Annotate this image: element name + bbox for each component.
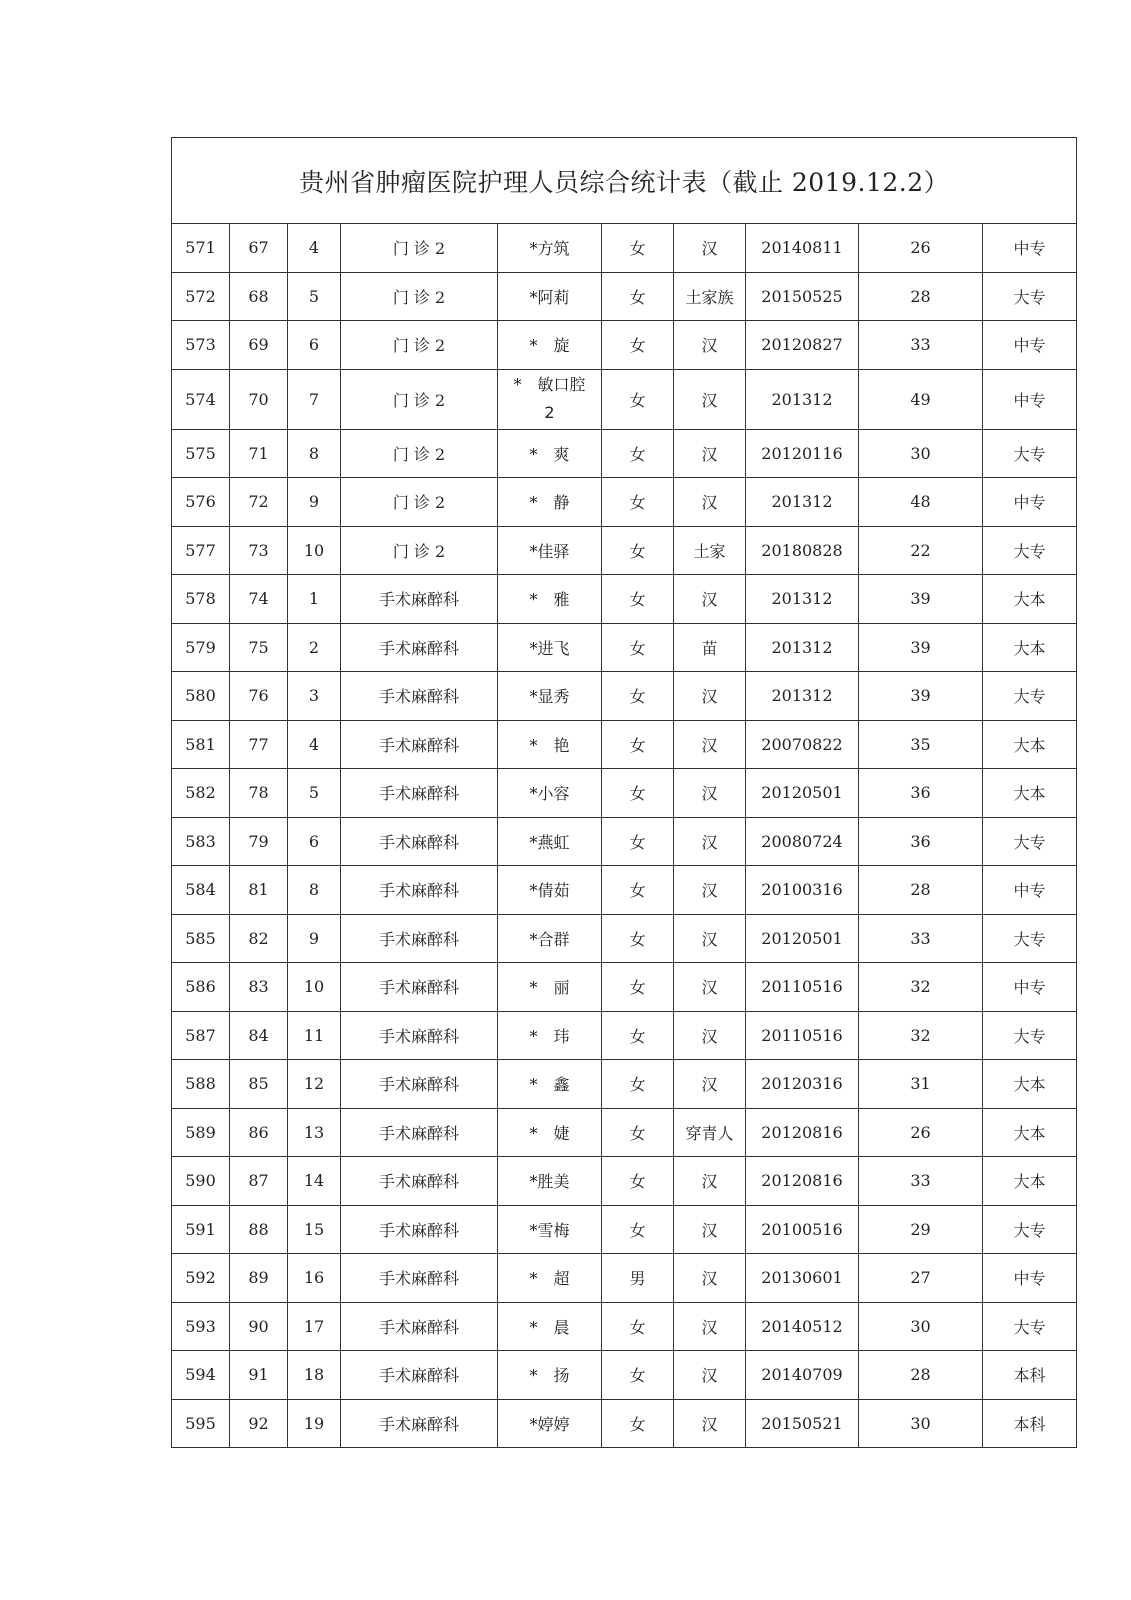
cell-dept-index: 16 [288,1254,341,1303]
cell-sequence-no: 89 [230,1254,288,1303]
cell-age: 33 [859,321,983,370]
cell-education: 中专 [983,963,1077,1012]
cell-sequence-no: 72 [230,478,288,527]
cell-department: 门 诊 2 [341,272,498,321]
table-row [172,1302,1077,1351]
cell-record-no: 591 [172,1205,230,1254]
table-row [172,769,1077,818]
cell-department: 手术麻醉科 [341,963,498,1012]
cell-department: 手术麻醉科 [341,623,498,672]
cell-education: 大本 [983,769,1077,818]
cell-sequence-no: 87 [230,1157,288,1206]
cell-dept-index: 2 [288,623,341,672]
cell-education: 大专 [983,1302,1077,1351]
cell-sequence-no: 75 [230,623,288,672]
cell-department: 手术麻醉科 [341,817,498,866]
cell-ethnicity: 汉 [674,1157,746,1206]
cell-department: 手术麻醉科 [341,1302,498,1351]
cell-dept-index: 18 [288,1351,341,1400]
table-row [172,1351,1077,1400]
cell-name: * 丽 [498,963,602,1012]
cell-start-date: 20150521 [746,1399,859,1448]
cell-age: 28 [859,1351,983,1400]
cell-dept-index: 4 [288,224,341,273]
cell-department: 手术麻醉科 [341,769,498,818]
cell-start-date: 20140512 [746,1302,859,1351]
cell-sequence-no: 84 [230,1011,288,1060]
cell-start-date: 20120827 [746,321,859,370]
cell-sequence-no: 79 [230,817,288,866]
cell-age: 33 [859,1157,983,1206]
cell-department: 手术麻醉科 [341,1108,498,1157]
cell-education: 中专 [983,478,1077,527]
cell-department: 门 诊 2 [341,478,498,527]
cell-department: 门 诊 2 [341,224,498,273]
cell-sex: 女 [602,1011,674,1060]
cell-age: 26 [859,224,983,273]
cell-dept-index: 7 [288,369,341,429]
cell-ethnicity: 汉 [674,575,746,624]
cell-record-no: 584 [172,866,230,915]
cell-record-no: 572 [172,272,230,321]
cell-age: 29 [859,1205,983,1254]
cell-education: 大专 [983,1205,1077,1254]
cell-ethnicity: 苗 [674,623,746,672]
cell-age: 35 [859,720,983,769]
cell-sequence-no: 82 [230,914,288,963]
cell-ethnicity: 汉 [674,429,746,478]
table-row [172,526,1077,575]
cell-name: * 玮 [498,1011,602,1060]
cell-dept-index: 1 [288,575,341,624]
cell-name: *胜美 [498,1157,602,1206]
cell-dept-index: 8 [288,429,341,478]
cell-department: 门 诊 2 [341,321,498,370]
cell-age: 39 [859,623,983,672]
cell-sex: 女 [602,623,674,672]
cell-ethnicity: 汉 [674,914,746,963]
cell-education: 大专 [983,672,1077,721]
cell-start-date: 20110516 [746,963,859,1012]
cell-start-date: 20150525 [746,272,859,321]
cell-education: 大专 [983,1011,1077,1060]
cell-education: 大本 [983,1108,1077,1157]
cell-sequence-no: 83 [230,963,288,1012]
cell-ethnicity: 汉 [674,369,746,429]
cell-dept-index: 9 [288,914,341,963]
cell-education: 大本 [983,575,1077,624]
cell-department: 门 诊 2 [341,369,498,429]
cell-name: *进飞 [498,623,602,672]
cell-name-line2: 2 [544,403,555,422]
table-row [172,817,1077,866]
cell-education: 大专 [983,526,1077,575]
cell-sex: 女 [602,1399,674,1448]
cell-sex: 女 [602,1205,674,1254]
cell-record-no: 580 [172,672,230,721]
cell-education: 大本 [983,720,1077,769]
cell-start-date: 20130601 [746,1254,859,1303]
cell-sex: 女 [602,720,674,769]
cell-dept-index: 6 [288,321,341,370]
cell-name: *雪梅 [498,1205,602,1254]
cell-name: * 爽 [498,429,602,478]
cell-sex: 女 [602,224,674,273]
cell-ethnicity: 汉 [674,1254,746,1303]
cell-record-no: 573 [172,321,230,370]
cell-record-no: 595 [172,1399,230,1448]
cell-education: 中专 [983,369,1077,429]
cell-record-no: 588 [172,1060,230,1109]
cell-dept-index: 5 [288,769,341,818]
cell-sex: 女 [602,478,674,527]
cell-ethnicity: 汉 [674,1302,746,1351]
cell-start-date: 20110516 [746,1011,859,1060]
table-row [172,963,1077,1012]
cell-age: 39 [859,575,983,624]
cell-sex: 女 [602,1108,674,1157]
table-row [172,1011,1077,1060]
cell-sequence-no: 92 [230,1399,288,1448]
cell-record-no: 586 [172,963,230,1012]
cell-ethnicity: 汉 [674,478,746,527]
cell-age: 36 [859,769,983,818]
cell-sex: 女 [602,1157,674,1206]
cell-dept-index: 3 [288,672,341,721]
cell-age: 39 [859,672,983,721]
cell-department: 手术麻醉科 [341,914,498,963]
cell-start-date: 20120116 [746,429,859,478]
cell-education: 大专 [983,429,1077,478]
cell-sex: 女 [602,914,674,963]
cell-dept-index: 15 [288,1205,341,1254]
cell-ethnicity: 汉 [674,1060,746,1109]
cell-name: * 旋 [498,321,602,370]
cell-sex: 女 [602,429,674,478]
cell-name: * 鑫 [498,1060,602,1109]
cell-education: 中专 [983,1254,1077,1303]
cell-dept-index: 9 [288,478,341,527]
cell-name: *阿莉 [498,272,602,321]
cell-sequence-no: 74 [230,575,288,624]
cell-age: 33 [859,914,983,963]
cell-dept-index: 13 [288,1108,341,1157]
cell-education: 中专 [983,321,1077,370]
cell-name: *显秀 [498,672,602,721]
cell-sex: 女 [602,769,674,818]
cell-dept-index: 5 [288,272,341,321]
cell-age: 26 [859,1108,983,1157]
cell-sequence-no: 78 [230,769,288,818]
table-title: 贵州省肿瘤医院护理人员综合统计表（截止 2019.12.2） [172,138,1077,224]
table-row [172,672,1077,721]
cell-ethnicity: 土家 [674,526,746,575]
cell-name: * 扬 [498,1351,602,1400]
cell-start-date: 20100516 [746,1205,859,1254]
cell-start-date: 201312 [746,672,859,721]
table-body [172,224,1077,1448]
table-row [172,623,1077,672]
cell-start-date: 201312 [746,575,859,624]
cell-sequence-no: 76 [230,672,288,721]
cell-department: 门 诊 2 [341,429,498,478]
cell-sex: 女 [602,1302,674,1351]
cell-record-no: 592 [172,1254,230,1303]
cell-name-line1: * 敏口腔 [513,375,586,394]
table-row [172,866,1077,915]
cell-age: 32 [859,963,983,1012]
table-row [172,478,1077,527]
cell-ethnicity: 汉 [674,1011,746,1060]
table-row [172,575,1077,624]
cell-education: 中专 [983,866,1077,915]
cell-department: 手术麻醉科 [341,1205,498,1254]
cell-ethnicity: 汉 [674,720,746,769]
table-row [172,1157,1077,1206]
cell-start-date: 20120816 [746,1108,859,1157]
cell-ethnicity: 穿青人 [674,1108,746,1157]
cell-education: 大本 [983,1157,1077,1206]
cell-department: 手术麻醉科 [341,1157,498,1206]
cell-department: 手术麻醉科 [341,672,498,721]
cell-sequence-no: 69 [230,321,288,370]
cell-start-date: 20120816 [746,1157,859,1206]
cell-sex: 女 [602,575,674,624]
cell-education: 大专 [983,914,1077,963]
cell-ethnicity: 汉 [674,672,746,721]
nursing-staff-table [171,137,1077,1448]
cell-record-no: 589 [172,1108,230,1157]
cell-start-date: 20120501 [746,914,859,963]
cell-department: 门 诊 2 [341,526,498,575]
cell-sex: 女 [602,866,674,915]
cell-record-no: 582 [172,769,230,818]
table-row [172,321,1077,370]
cell-dept-index: 19 [288,1399,341,1448]
cell-department: 手术麻醉科 [341,1254,498,1303]
cell-sequence-no: 71 [230,429,288,478]
cell-sex: 男 [602,1254,674,1303]
cell-sex: 女 [602,321,674,370]
cell-dept-index: 10 [288,963,341,1012]
table-row [172,429,1077,478]
table-row [172,720,1077,769]
cell-age: 30 [859,1302,983,1351]
cell-record-no: 571 [172,224,230,273]
cell-department: 手术麻醉科 [341,720,498,769]
cell-ethnicity: 汉 [674,769,746,818]
cell-sex: 女 [602,369,674,429]
cell-ethnicity: 汉 [674,224,746,273]
cell-sequence-no: 81 [230,866,288,915]
cell-record-no: 574 [172,369,230,429]
cell-department: 手术麻醉科 [341,1351,498,1400]
cell-dept-index: 8 [288,866,341,915]
cell-name: *倩茹 [498,866,602,915]
cell-age: 28 [859,272,983,321]
cell-sex: 女 [602,1060,674,1109]
cell-name: * 静 [498,478,602,527]
cell-ethnicity: 汉 [674,1351,746,1400]
cell-age: 28 [859,866,983,915]
cell-name: *方筑 [498,224,602,273]
cell-name-wrap [513,371,585,427]
cell-ethnicity: 汉 [674,817,746,866]
cell-dept-index: 4 [288,720,341,769]
cell-ethnicity: 汉 [674,866,746,915]
cell-record-no: 590 [172,1157,230,1206]
cell-age: 22 [859,526,983,575]
cell-sequence-no: 86 [230,1108,288,1157]
cell-name: * 超 [498,1254,602,1303]
cell-dept-index: 12 [288,1060,341,1109]
cell-sequence-no: 73 [230,526,288,575]
cell-name: *燕虹 [498,817,602,866]
cell-name: *小容 [498,769,602,818]
table-row [172,1399,1077,1448]
table-row [172,369,1077,429]
cell-age: 32 [859,1011,983,1060]
table-row [172,1108,1077,1157]
cell-age: 27 [859,1254,983,1303]
cell-sequence-no: 85 [230,1060,288,1109]
cell-record-no: 594 [172,1351,230,1400]
cell-sequence-no: 67 [230,224,288,273]
cell-name: * 艳 [498,720,602,769]
cell-sex: 女 [602,672,674,721]
cell-department: 手术麻醉科 [341,1011,498,1060]
cell-record-no: 575 [172,429,230,478]
cell-record-no: 581 [172,720,230,769]
cell-start-date: 20120316 [746,1060,859,1109]
statistics-sheet [171,137,1076,1448]
cell-record-no: 587 [172,1011,230,1060]
cell-ethnicity: 汉 [674,1205,746,1254]
cell-sex: 女 [602,1351,674,1400]
cell-ethnicity: 汉 [674,963,746,1012]
table-row [172,1205,1077,1254]
cell-start-date: 20070822 [746,720,859,769]
table-row [172,272,1077,321]
cell-sex: 女 [602,526,674,575]
cell-education: 中专 [983,224,1077,273]
cell-department: 手术麻醉科 [341,1399,498,1448]
cell-sequence-no: 88 [230,1205,288,1254]
cell-department: 手术麻醉科 [341,575,498,624]
table-row [172,1254,1077,1303]
cell-education: 本科 [983,1351,1077,1400]
cell-education: 大专 [983,817,1077,866]
cell-start-date: 20180828 [746,526,859,575]
cell-start-date: 20100316 [746,866,859,915]
cell-dept-index: 17 [288,1302,341,1351]
cell-record-no: 579 [172,623,230,672]
cell-education: 大专 [983,272,1077,321]
cell-start-date: 20080724 [746,817,859,866]
cell-start-date: 201312 [746,369,859,429]
cell-name: * 雅 [498,575,602,624]
cell-sequence-no: 70 [230,369,288,429]
cell-name [498,369,602,429]
cell-department: 手术麻醉科 [341,1060,498,1109]
cell-start-date: 20140709 [746,1351,859,1400]
cell-record-no: 585 [172,914,230,963]
cell-sequence-no: 91 [230,1351,288,1400]
cell-start-date: 201312 [746,478,859,527]
cell-record-no: 593 [172,1302,230,1351]
cell-age: 30 [859,429,983,478]
cell-age: 36 [859,817,983,866]
table-row [172,224,1077,273]
cell-name: * 晨 [498,1302,602,1351]
cell-record-no: 577 [172,526,230,575]
cell-sequence-no: 77 [230,720,288,769]
cell-age: 31 [859,1060,983,1109]
cell-start-date: 20120501 [746,769,859,818]
table-row [172,914,1077,963]
cell-record-no: 576 [172,478,230,527]
cell-name: * 婕 [498,1108,602,1157]
cell-dept-index: 11 [288,1011,341,1060]
cell-record-no: 583 [172,817,230,866]
table-row [172,1060,1077,1109]
cell-education: 本科 [983,1399,1077,1448]
cell-dept-index: 6 [288,817,341,866]
cell-education: 大本 [983,623,1077,672]
cell-ethnicity: 汉 [674,321,746,370]
cell-age: 48 [859,478,983,527]
cell-sex: 女 [602,272,674,321]
cell-department: 手术麻醉科 [341,866,498,915]
cell-name: *佳驿 [498,526,602,575]
cell-record-no: 578 [172,575,230,624]
cell-education: 大本 [983,1060,1077,1109]
cell-ethnicity: 土家族 [674,272,746,321]
cell-ethnicity: 汉 [674,1399,746,1448]
cell-sequence-no: 90 [230,1302,288,1351]
cell-sequence-no: 68 [230,272,288,321]
cell-sex: 女 [602,963,674,1012]
cell-dept-index: 14 [288,1157,341,1206]
cell-age: 30 [859,1399,983,1448]
cell-start-date: 201312 [746,623,859,672]
cell-age: 49 [859,369,983,429]
cell-sex: 女 [602,817,674,866]
cell-name: *合群 [498,914,602,963]
cell-name: *婷婷 [498,1399,602,1448]
cell-start-date: 20140811 [746,224,859,273]
cell-dept-index: 10 [288,526,341,575]
